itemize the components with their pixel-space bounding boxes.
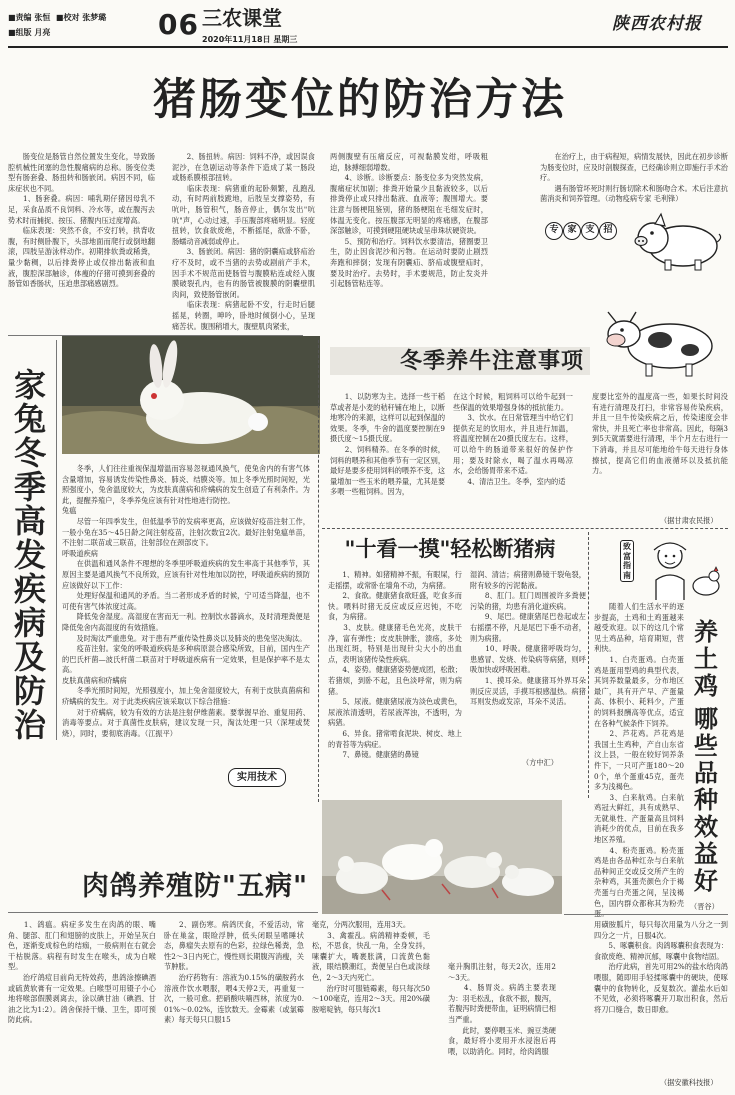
title-char: 病 [13, 604, 46, 642]
rich-guide-tag [620, 540, 634, 582]
tag-char: 致 [623, 541, 631, 551]
pig-intestine-col3: 两侧腹壁有压痛反应，可视黏膜发绀，呼吸粗迫，脉搏细弱增数。 4、诊断。诊断要点：肠变位多为突然发病，腹痛症状加剧；排粪开始量少且黏液较多，以后排粪停止或只排出黏液、血液等；腹围增大。要注意与肠梗阻鉴别，猪的肠梗阻在毛细发症时，体温无变化。按压腹部无明显的疼痛感，在腹部深部触诊，可摸到硬阻硬块或呈串珠状硬资块。 5、预防和治疗。饲料饮水要清洁，猪圈要卫生，防止因食泥沙和污物。在运动时要防止剧烈奔跑和摔倒；发现有阴囊疝、脐疝或腹壁疝时，要及时治疗。去势时，手术要规范，防止发炎并引起肠管粘连等。 [330, 152, 488, 289]
credit-editor: ■责编 张恒 [8, 13, 51, 22]
chicken-vertical-title [686, 618, 726, 894]
pig-intestine-col1: 肠变位是肠管自然位置发生变化，导致肠腔机械性闭塞的急性腹痛病的总称。肠变位类型有肠套叠、肠扭转和肠嵌闭。病因不同，临床症状也不同。 1、肠套叠。病因：哺乳期仔猪因母乳不足，采食品质不良饲料、冷水等，或在腹泻去势术时而捕捉、按压、猪腹内压过度增高。 临床表现：突然不食，不安打转，拱背收腹，有时侧卧腹下，头部地面而爬行或倒地翻滚，四肢呈游泳样动作。初期排软粪或稀粪，量少黏稠，以后排粪停止或仅排出黏液和血液，腹腔深部触诊，体瘦的仔猪可摸到套叠的肠管如香肠状，压迫患部痛感剧烈。 [8, 152, 155, 289]
headline-pig-intestine: 猪肠变位的防治方法 [153, 75, 567, 125]
divider [318, 340, 319, 802]
title-char: 家 [13, 366, 46, 404]
pigeon-col5: 用磺胺胍片，每只每次用量为八分之一到四分之一片，日服4次。 5、啄囊积食。肉鸽啄囊积食表现为：食欲废绝、精神沉郁，啄囊中食物结固。 治疗此病，首先可用2%的盐水给肉鸽喂服，随即用手轻揉啄囊中的硬块，使啄囊中的食物转化，反复数次。灌盐水后如不见效，必须将啄囊开刀取出积食，然后将刀口缝合，数日即愈。 [594, 920, 728, 1014]
pigeon-col1: 1、鸽瘟。病症多发生在肉鸽的眼、嘴角、腿部、肛门和翅膀的皮肤上，开始呈灰白色，逐渐变成棕色的结痂，一般病则在右就会干枯脱落。病程有时发生在喉头，成为白喉型。 治疗鸽痘目前尚无特效药，患鸽涂擦碘酒或硫黄软膏有一定效果。白喉型可用镊子小心地将喉部假膜剥离去，涂以碘甘油（碘酒、甘油之比为1:2）。鸽舍保持干燥、卫生，即可预防此病。 [8, 920, 156, 1025]
credits [8, 10, 158, 40]
pigeon-photo [322, 800, 562, 914]
pig-intestine-col4: 在治疗上，由于病程短，病情发展快，因此在初步诊断为肠变位时，应及时剖腹探查，已经确诊则立即施行手术治疗。 遇有肠管坏死时则行肠切除术和肠吻合术。术后注意抗菌消炎和饲养管理。（动物疫病专家 毛利锋） [540, 152, 728, 204]
credit-proof: ■校对 张梦璐 [55, 13, 107, 22]
badge-char: 专 [545, 222, 563, 240]
badge-char: 招 [599, 222, 617, 240]
badge-char: 支 [581, 222, 599, 240]
title-char: 及 [13, 638, 46, 676]
divider [8, 912, 318, 913]
pigeon-col3: 毫克，分两次服用，连用3天。 3、禽霍乱。病鸽精神委顿，毛松，不思食，快乱一角，全身发抖，嗉囊扩大，嘴裹胀满，口流黄色黏液，眼结膜潮红，粪便呈白色或淡绿色，2～3天内死亡。 治疗时可服链霉素，每只每次50～100毫克，连用2～3天。用20%磺胺嘧啶钠，每只每次1 [312, 920, 430, 1014]
divider [322, 528, 728, 529]
rabbit-photo [62, 336, 320, 454]
pig-check-col1: 1、精神。如猪精神不振，有眼屎，行走摇摆，或常卧在墙角不动，为病猪。 2、食欲。健康猪食欲旺盛，吃食多而快。喂料时猪无反应或反应迟钝，不吃食，为病猪。 3、皮肤。健康猪毛色光亮，皮肤干净，富有弹性；皮皮肤肿胀，溃疡，多处出现红斑，特别是出现针尖大小的出血点，表明该猪传染性疾病。 4、姿势。健康猪姿势便成团，松散；若猪烦，到卧不起，且色淡呼常，则为病猪。 5、尿液。健康猪尿液为淡色或黄色，尿液浓清透明，若尿液浑浊，不透明，为病猪。 6、异食。猪常啃食泥块、树皮、地上的青苔等为病症。 7、鼻镜。健康猪的鼻镜 [328, 570, 462, 760]
pig-check-title: "十看一摸"轻松断猪病 [344, 536, 556, 561]
title-char: 鸡 [694, 671, 718, 700]
title-char: 效 [694, 812, 718, 841]
chicken-article-body: 随着人们生活水平的逐步提高，土鸡和土鸡蛋越来越受欢迎。以下的这几个常见土鸡品种，培育期短，营利快。 1、白壳蛋鸡。白壳蛋鸡是蛋用型鸡的典型代表，其饲养数量最多，分布地区最广，具有开产早、产蛋量高、体积小、耗料少，产蛋的饲料报酬高等优点，适宜在各种气候条件下饲养。 2、芦花鸡。芦花鸡是我国土生鸡种，产自山东省汶上县，一般在较好饲养条件下，一只可产蛋180～200个，单个蛋重45克，蛋壳多为浅褐色。 3、白来航鸡。白来航鸡冠大鲜红，具有成熟早、无就巢性、产蛋量高且饲料消耗少的优点，目前在我多地区养殖。 4、粉壳蛋鸡。粉壳蛋鸡是由各品种红杂与白来航品种间正交或反交所产生的杂种鸡，其蛋壳颜色介于褐壳蛋与白壳蛋之间，呈浅褐色，国内群众都称其为粉壳蛋。 [594, 602, 684, 919]
title-char: 养 [694, 617, 718, 646]
winter-cattle-col3: 度要比室外的温度高一些，如果长时间没有进行清理及打扫，非常容易传染疾病，并且一旦牛传染疾病之后，传染速度会非常快，并且死亡率也非常高。因此，每隔3到5天就需要进行清理，半个月左右进行一下消毒，并且尽可能地给牛每天进行身体擦拭，提高它们的血液循环以及抵抗能力。 [592, 392, 728, 476]
title-char: 季 [13, 468, 46, 506]
title-char: 种 [694, 785, 718, 814]
pig-check-credit: （方中汇） [522, 758, 558, 767]
chicken-credit: （晋谷） [690, 902, 719, 911]
pigeon-col2: 2、副伤寒。病鸽厌食，不爱活动，常卧在巢盆，眼睑浮肿，低头闭眼呈嗜睡状态，鼻瘤失去原有的色彩，拉绿色稀粪，急性2～3日内死亡，慢性则长期腹泻消瘦，关节肿胀。 治疗药物有：溶液为0.15%的磺胺药水溶液作饮水喂服，喂4天停2天，再重复一次，一般可愈。把硝酸呋喃西林，浓度为0.01%～0.02%，连饮数天。金霉素（或氯霉素）每天每只口服15 [164, 920, 304, 1025]
page-number: 06 [158, 8, 199, 41]
practical-tech-tag [228, 768, 286, 787]
title-char: 品 [694, 758, 718, 787]
title-char: 冬 [13, 434, 46, 472]
title-char: 益 [694, 839, 718, 868]
title-char: 发 [13, 536, 46, 574]
issue-date: 2020年11月18日 星期三 [202, 35, 298, 44]
rabbit-article-body: 冬季，人们往往重视保温增温而容易忽视通风换气，使兔舍内的有害气体含量增加，容易诱发传染性鼻炎、肺炎、结膜炎等。加上冬季光照时间短，光照强度小，兔舍温度较大，为皮肤真菌病和疥螨病的发生创造了有利条件。为此，提醒养殖户，冬季养兔应该有针对性地进行防控。 兔瘟 尽管一年四季发生，但低温季节的发病率更高，应该做好疫苗注射工作，一般小兔在35～45日龄之间注射疫苗，注射次数宜2次。最好注射兔瘟单苗，不注射二联苗或三联苗，注射部位在颈部皮下。 呼吸道疾病 在供温和通风条件不理想的冬季里呼吸道疾病的发生率高于其他季节，其原因主要是通风换气不良所致，应该有针对性地加以防控，呼吸道疾病的预防应该做好以下工作： 处理好保温和通风的矛盾。当二者形成矛盾的时候，宁可适当降温，也不可使有害气体浓度过高。 降低兔舍湿度。高湿度在害而无一利。控制饮水器滴水，及时清理粪便是降低兔舍内高湿度的有效措施。 及时淘汰严重患兔。对于患有严重传染性鼻炎以及肺炎的患兔坚决淘汰。 疫苗注射。家兔的呼吸道疾病是多种病原混合感染所致，目前，国内生产的巴氏杆菌—波氏杆菌二联苗对于呼吸道疾病有一定效果，但是保护率不是太高。 皮肤真菌病和疥螨病 冬季光照时间短，光照强度小，加上兔舍湿度较大，有利于皮肤真菌病和疥螨病的发生。对于此类疾病应该采取以下综合措施： 对于疥螨病，较为有效的方法是注射伊维菌素。要掌握早治、重复用药、消毒等要点。对于真菌性皮肤病，建议发现一只，淘汰处理一只（深埋或焚烧），同时，要彻底消毒。（江振平） [62, 464, 310, 738]
title-char: 好 [694, 866, 718, 895]
farmer-cartoon [640, 536, 726, 602]
tag-label: 实用技术 [237, 772, 277, 783]
title-char: 土 [694, 644, 718, 673]
credit-layout: ■组版 月亮 [8, 28, 51, 37]
badge-char: 家 [563, 222, 581, 240]
paper-logo: 陕西农村报 [612, 14, 702, 34]
divider [588, 532, 589, 798]
winter-cattle-col2: 在这个时候，粗饲料可以给牛起到一些保温的效果增强身体的抵抗能力。 3、饮水。在日常管理当中给它们提供充足的饮用水，并且进行加温，将温度控制在20摄氏度左右。这样，可以给牛的肠道带来很好的保护作用；要及时除水，喝了温水再喝凉水，会给肠胃带来不适。 4、清洁卫生。冬季，室内的适 [453, 392, 573, 486]
pig-cartoon [625, 212, 725, 272]
winter-cattle-col1: 1、以防寒为主。选择一些干稻草或者是小麦的秸秆铺在地上，以断地寒冷的来源，这样可以起到保温的效果。冬季，牛舍的温度要控制在9摄氏度～15摄氏度。 2、饲料精养。在冬季的时候，饲料的喂养和其他季节有一定区别，最好是要多使用饲料的喂养不变，这量增加一些玉米的喂养量，尤其是要多喂一些粗饲料。因为， [330, 392, 446, 497]
section-title: 三农课堂 [202, 6, 282, 30]
title-char: 高 [13, 502, 46, 540]
title-char: 防 [13, 672, 46, 710]
cow-cartoon [590, 300, 730, 380]
title-char: 治 [13, 706, 46, 744]
masthead-rule [8, 46, 728, 48]
title-char: 哪 [694, 704, 718, 733]
winter-cattle-credit: （据甘肃农民报） [660, 516, 718, 525]
pig-check-col2: 湿润、清洁；病猪则鼻镜干裂龟裂，附有较多的污泥黏液。 8、肛门。肛门周围被许多粪便污染的猪，均患有消化道疾病。 9、尾巴。健康猪尾巴卷起或左右摇摆不停，凡是尾巴下垂不动者，则为病猪。 10、呼吸。健康猪呼吸均匀，患感冒、发烧、传染病等病猪，则呼吸加快或呼吸困难。 1、摸耳朵。健康猪耳外界耳朵则反应灵活，手摸耳根感温热。病猪耳则发热或发凉，耳朵不灵活。 [470, 570, 586, 707]
pigeon-credit: （据安徽科技报） [660, 1078, 718, 1087]
title-char: 些 [694, 731, 718, 760]
title-char: 疾 [13, 570, 46, 608]
pigeon-title: 肉鸽养殖防"五病" [81, 871, 309, 902]
rabbit-vertical-title [8, 368, 52, 742]
divider [564, 914, 728, 915]
tag-char: 富 [623, 550, 631, 561]
divider [56, 340, 57, 740]
tag-char: 指 [623, 560, 631, 570]
title-char: 兔 [13, 400, 46, 438]
winter-cattle-title: 冬季养牛注意事项 [400, 348, 585, 374]
pigeon-col4: 毫升胸肌注射，每天2次，连用2～3天。 4、肠胃炎。病鸽主要表现为：羽毛松乱，食欲不振，腹泻，若腹泻时粪便带血，证明病情已相当严重。 此时，要停喂玉米、豌豆类硬食，最好将小麦用开水浸泡后再喂，以助消化。同时，给肉鸽服 [448, 962, 556, 1056]
pig-intestine-col2: 2、肠扭转。病因：饲料不净，或因误食泥沙，在急剧运动等条件下造成了某一肠段或肠系膜根部扭转。 临床表现：病猪重的起卧频繁，乱跑乱动，有时两前肢跪地，后肢呈支撑姿势，有吭叶，肠管积气，肠音停止，偶尔发出"吭吭"声，心动过速，手压腹部疼痛明显。轻度扭转，饮食欲废绝，不断摇尾，欲卧不卧，肠蠕动音减弱或停止。 3、肠嵌闭。病因：猪的阴囊疝或脐疝治疗不及时，或不当猪的去势或剧前产手术，因手术不规范而使肠管与腹膜粘连或经入腹膜破裂孔内，也有的肠管被腹膜的阴囊壁肌肉间，致使肠管嵌闭。 临床表现：病猪起卧不安，行走时后腿摇晃，转圈，呻吟，卧地时倾倒小心，呈现痛苦状。腹围稍增大，腹壁肌肉紧张， [172, 152, 315, 331]
tag-char: 南 [623, 569, 631, 580]
